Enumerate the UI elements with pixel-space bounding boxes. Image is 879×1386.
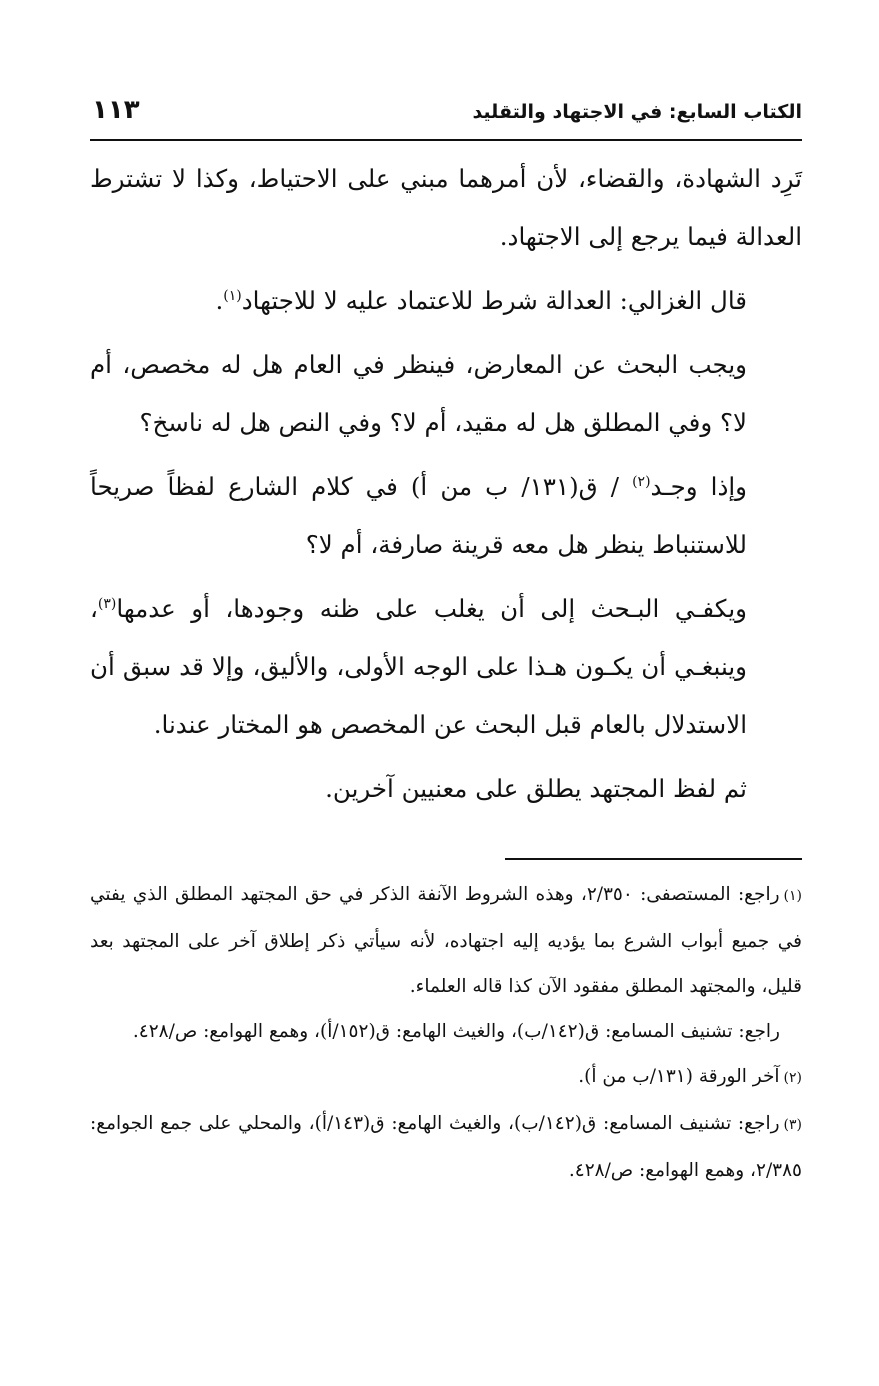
paragraph-3: ويجب البحث عن المعارض، فينظر في العام هل له مخصص، أم لا؟ وفي المطلق هل له مقيد، أم لا؟ وفي النص هل له ناسخ؟ <box>90 350 747 437</box>
paragraph-1: تَرِد الشهادة، والقضاء، لأن أمرهما مبني على الاحتياط، وكذا لا تشترط العدالة فيما يرجع إلى الاجتهاد. <box>90 164 802 251</box>
body-text <box>90 150 802 818</box>
paragraph-6: ثم لفظ المجتهد يطلق على معنيين آخرين. <box>325 774 747 803</box>
footnote-1 <box>90 872 802 1009</box>
paragraph-2 <box>90 272 802 330</box>
footnote-1-continuation: راجع: تشنيف المسامع: ق(١٤٢/ب)، والغيث الهامع: ق(١٥٢/أ)، وهمع الهوامع: ص/٤٢٨. <box>132 1021 780 1042</box>
paragraph-4 <box>90 458 802 574</box>
footnotes <box>90 872 802 1193</box>
footnote-3-number: (٣) <box>783 1117 802 1133</box>
page-number: ١١٣ <box>92 95 140 125</box>
footnote-1-text: راجع: المستصفى: ٢/٣٥٠، وهذه الشروط الآنفة الذكر في حق المجتهد المطلق الذي يفتي في جميع أبواب الشرع بما يؤديه إليه اجتهاده، لأنه سيأتي ذكر إطلاق آخر على المجتهد بعد قليل، والمجتهد المطلق مفقود الآن كذا قاله العلماء. <box>90 884 802 997</box>
paragraph-4-text-a: وإذا وجـد <box>650 472 747 501</box>
paragraph-2-tail: . <box>215 286 224 315</box>
footnote-1-number: (١) <box>783 888 802 904</box>
paragraph-5 <box>90 580 802 754</box>
running-header <box>90 95 802 135</box>
header-rule <box>90 139 802 141</box>
footnote-ref-2: (٢) <box>632 473 651 490</box>
footnote-3-text: راجع: تشنيف المسامع: ق(١٤٢/ب)، والغيث الهامع: ق(١٤٣/أ)، والمحلي على جمع الجوامع: ٢/٣٨٥، وهمع الهوامع: ص/٤٢٨. <box>90 1113 802 1181</box>
paragraph-5-text-b: ، وينبغـي أن يكـون هـذا على الوجه الأولى، والأليق، وإلا قد سبق أن الاستدلال بالعام قبل البحث عن المخصص هو المختار عندنا. <box>90 594 747 739</box>
paragraph-5-text-a: ويكفـي البـحث إلى أن يغلب على ظنه وجودها، أو عدمها <box>116 594 747 623</box>
footnote-2 <box>90 1054 802 1101</box>
paragraph-4-text-b: / ق(١٣١/ ب من أ) في كلام الشارع لفظاً صريحاً للاستنباط ينظر هل معه قرينة صارفة، أم لا؟ <box>90 472 747 559</box>
footnote-3 <box>90 1101 802 1193</box>
footnote-2-text: آخر الورقة (١٣١/ب من أ). <box>578 1066 780 1087</box>
footnote-2-number: (٢) <box>783 1070 802 1086</box>
footnote-ref-1: (١) <box>223 287 242 304</box>
footnote-ref-3: (٣) <box>97 595 117 612</box>
footnote-separator <box>505 858 802 860</box>
running-title: الكتاب السابع: في الاجتهاد والتقليد <box>472 101 802 123</box>
paragraph-2-text: قال الغزالي: العدالة شرط للاعتماد عليه لا للاجتهاد <box>241 286 747 315</box>
